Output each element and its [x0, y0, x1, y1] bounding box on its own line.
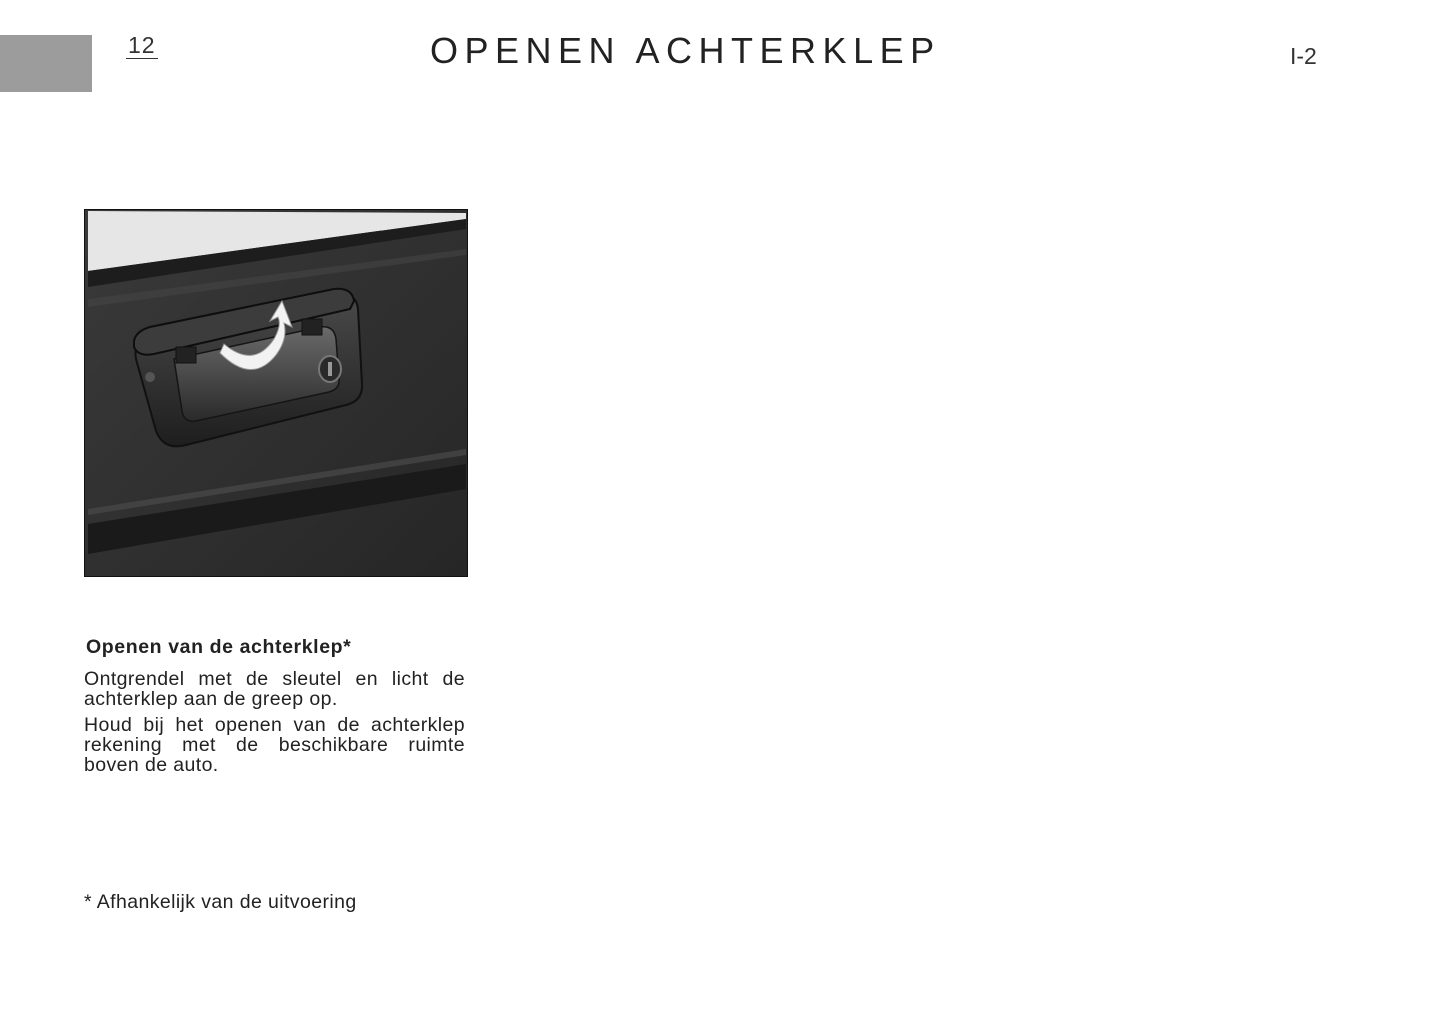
instruction-paragraph: Ontgrendel met de sleutel en licht de achterklep aan de greep op.	[84, 668, 465, 710]
page-number: 12	[128, 32, 156, 58]
footnote: * Afhankelijk van de uitvoering	[84, 891, 357, 913]
section-code: I-2	[1290, 43, 1317, 69]
page-title: OPENEN ACHTERKLEP	[430, 30, 941, 71]
section-heading: Openen van de achterklep*	[86, 636, 352, 658]
instruction-block	[84, 636, 465, 781]
chapter-tab-marker	[0, 35, 92, 92]
tailgate-handle-illustration	[84, 209, 468, 577]
caution-paragraph: Houd bij het openen van de achterklep rekening met de beschikbare ruimte boven de auto.	[84, 714, 465, 776]
